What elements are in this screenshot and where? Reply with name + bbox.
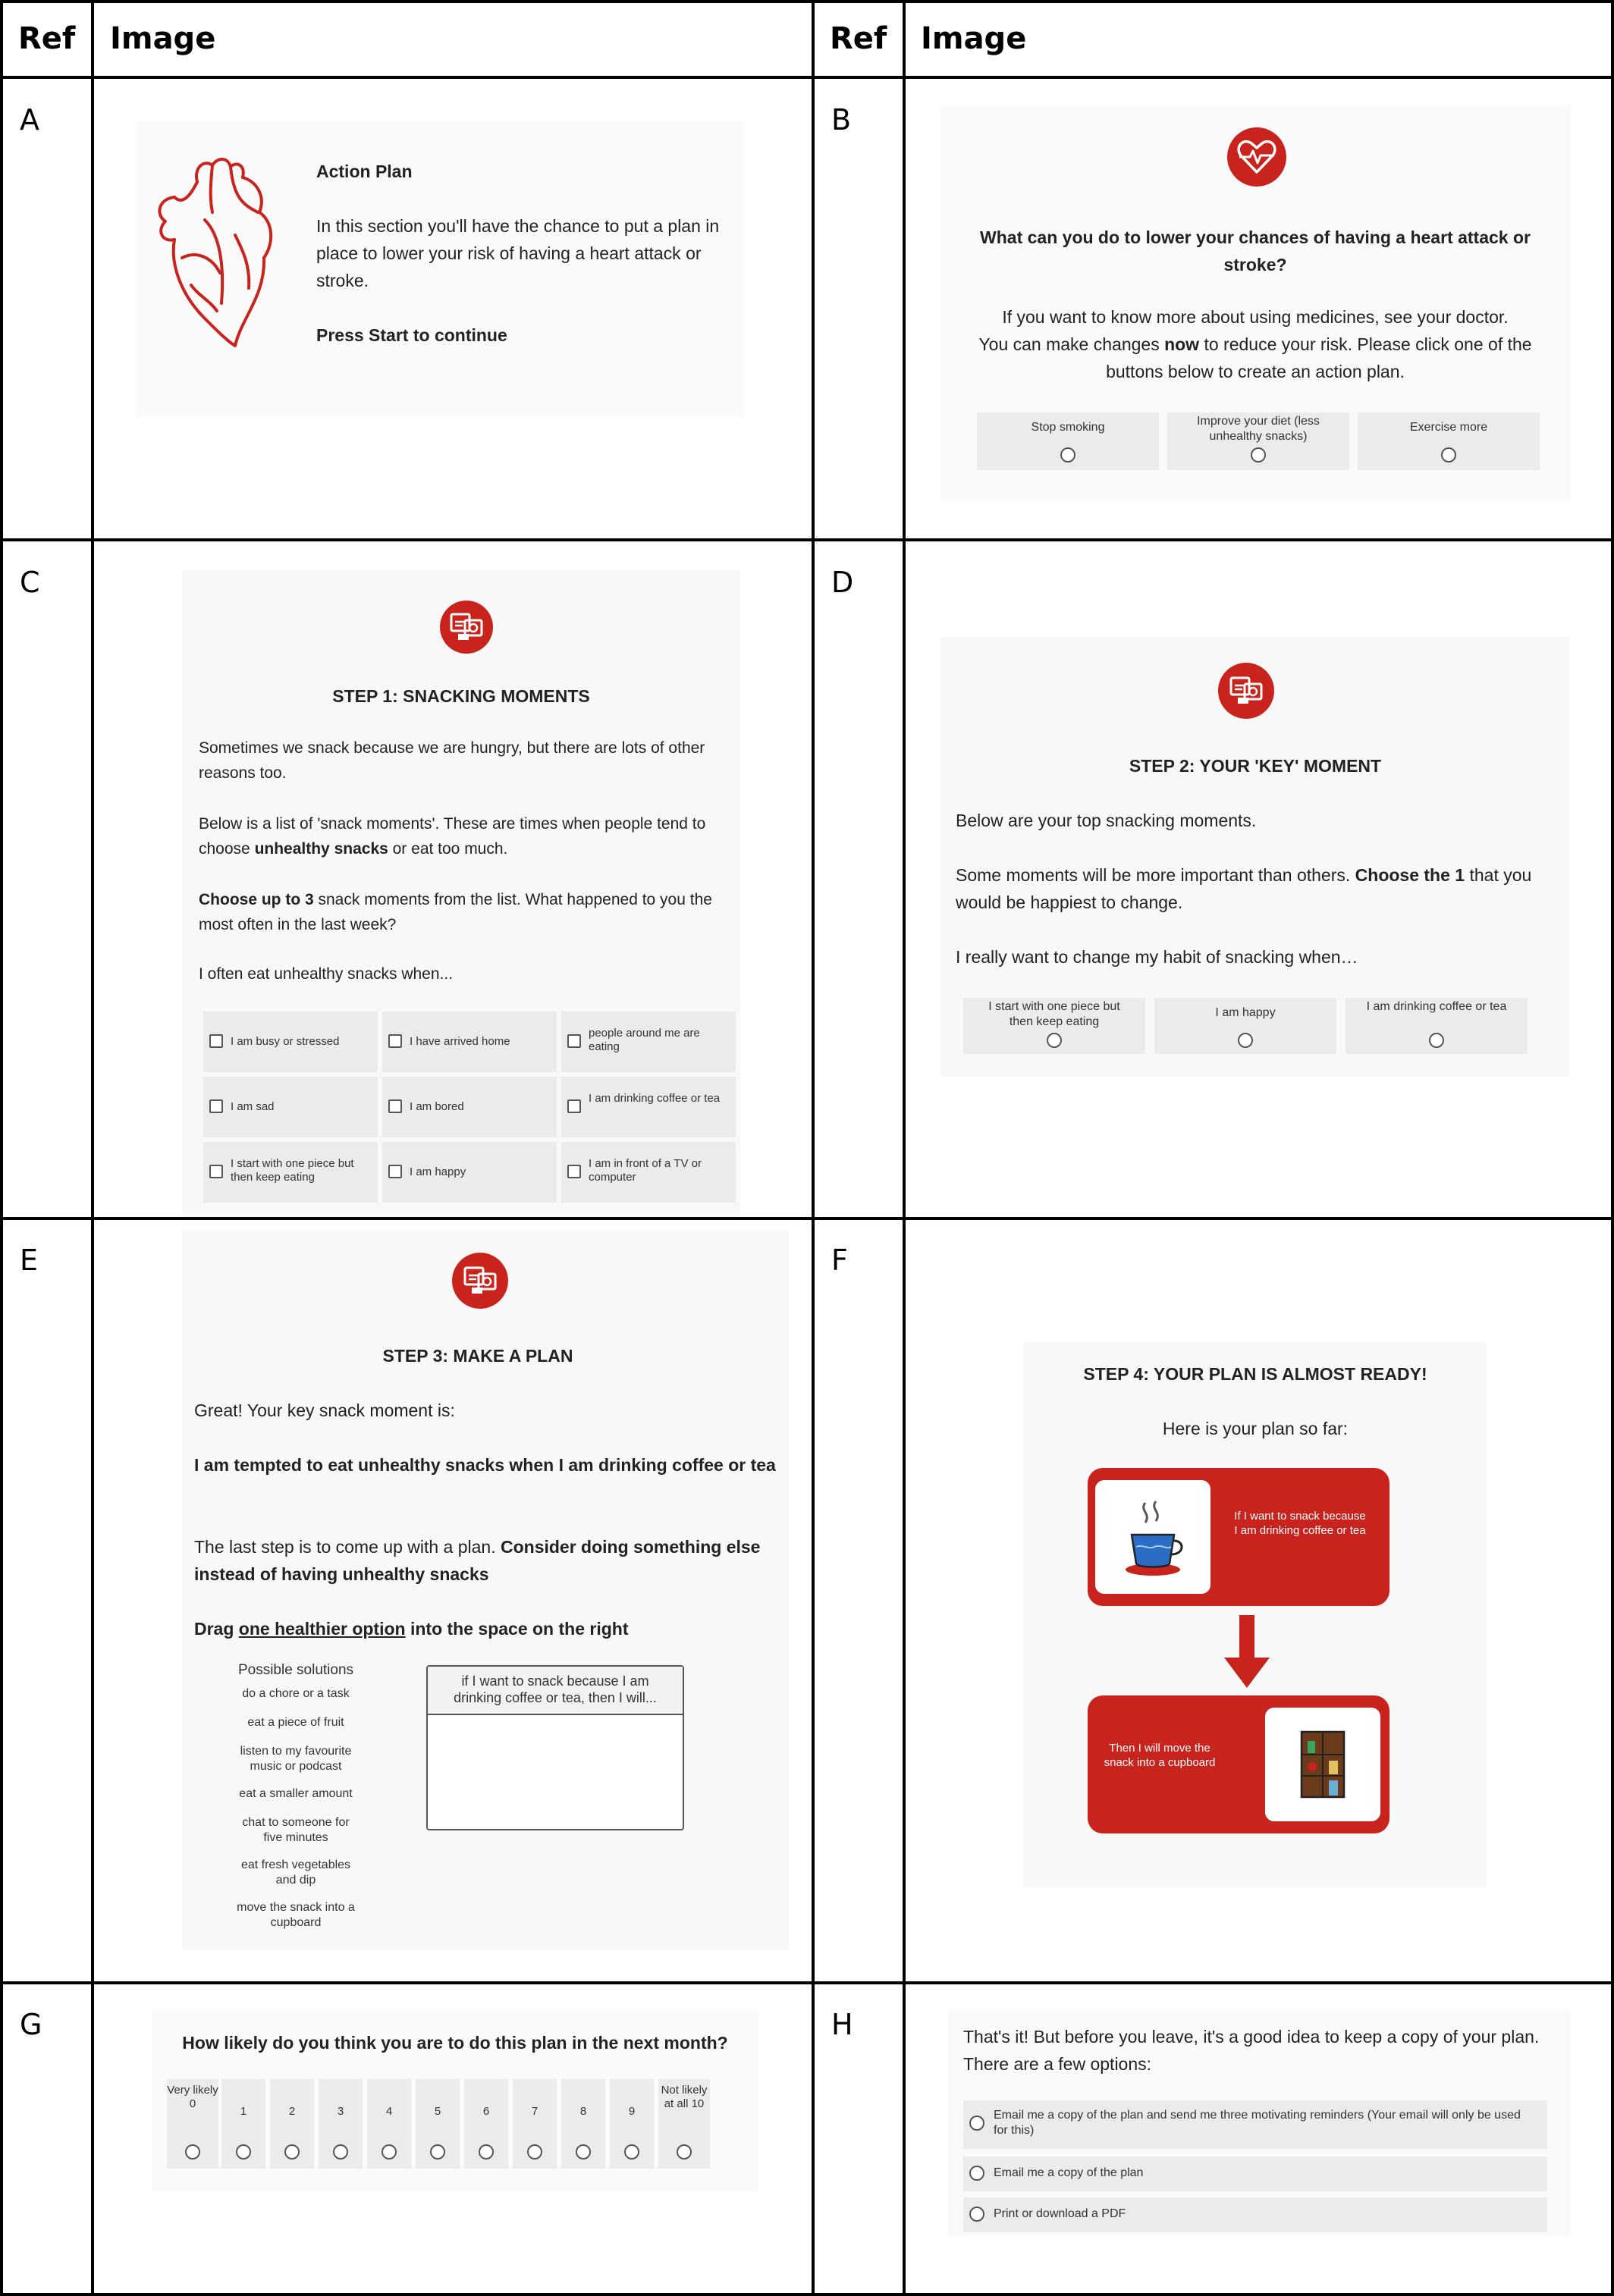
draggable-solution[interactable]: eat fresh vegetables and dip bbox=[240, 1858, 351, 1887]
panel-f-subtitle: Here is your plan so far: bbox=[1162, 1419, 1349, 1438]
ref-header: Ref bbox=[18, 21, 76, 56]
panel-b-choose-action bbox=[940, 106, 1570, 500]
ref-label: B bbox=[831, 103, 852, 136]
panel-f-title: STEP 4: YOUR PLAN IS ALMOST READY! bbox=[1083, 1364, 1427, 1384]
then-text: Then I will move the snack into a cupboard bbox=[1104, 1742, 1216, 1769]
coffee-cup-icon bbox=[1095, 1480, 1210, 1594]
panel-d-paragraph: Below are your top snacking moments. bbox=[956, 811, 1257, 830]
panel-a-action-plan bbox=[137, 121, 743, 417]
likelihood-option[interactable]: Not likely at all 10 bbox=[658, 2079, 710, 2169]
radio-button[interactable] bbox=[236, 2144, 251, 2160]
radio-button[interactable] bbox=[1429, 1033, 1444, 1048]
cupboard-icon bbox=[1265, 1708, 1380, 1821]
radio-button[interactable] bbox=[969, 2166, 984, 2181]
checkbox[interactable] bbox=[567, 1099, 581, 1113]
if-text: If I want to snack because I am drinking coffee or tea bbox=[1234, 1510, 1366, 1537]
panel-a-cta: Press Start to continue bbox=[316, 325, 507, 345]
option-exercise-more[interactable]: Exercise more bbox=[1358, 412, 1540, 470]
ref-label: F bbox=[831, 1244, 848, 1277]
draggable-solution[interactable]: do a chore or a task bbox=[242, 1687, 350, 1700]
table-divider-col1 bbox=[91, 0, 94, 2296]
panel-c-paragraph: Below is a list of 'snack moments'. These are times when people tend to choose unhealthy snacks or eat too much. bbox=[199, 815, 706, 858]
panel-b-medicine-note: If you want to know more about using medicines, see your doctor. bbox=[1002, 307, 1509, 327]
checkbox-option[interactable]: people around me are eating bbox=[561, 1012, 736, 1072]
checkbox-option[interactable]: I am sad bbox=[203, 1077, 378, 1137]
dropzone-header: if I want to snack because I am drinking coffee or tea, then I will... bbox=[428, 1667, 683, 1715]
radio-button[interactable] bbox=[677, 2144, 692, 2160]
table-divider-header bbox=[0, 76, 1614, 79]
arrow-down-icon bbox=[1224, 1615, 1270, 1695]
radio-button[interactable] bbox=[284, 2144, 300, 2160]
ref-label: C bbox=[20, 566, 40, 599]
checkbox-option[interactable]: I have arrived home bbox=[382, 1012, 557, 1072]
panel-c-title: STEP 1: SNACKING MOMENTS bbox=[332, 686, 590, 706]
heart-pulse-icon bbox=[1227, 127, 1286, 187]
table-divider-row2 bbox=[0, 1217, 1614, 1220]
radio-button[interactable] bbox=[382, 2144, 397, 2160]
panel-d-key-moment bbox=[940, 637, 1570, 1077]
option-improve-diet[interactable]: Improve your diet (less unhealthy snacks) bbox=[1167, 412, 1349, 470]
snack-screen-icon bbox=[440, 601, 493, 654]
draggable-solution[interactable]: chat to someone for five minutes bbox=[242, 1816, 350, 1844]
panel-e-title: STEP 3: MAKE A PLAN bbox=[382, 1346, 573, 1366]
if-card bbox=[1088, 1468, 1389, 1606]
panel-c-prompt: I often eat unhealthy snacks when... bbox=[199, 965, 454, 983]
copy-option-pdf[interactable]: Print or download a PDF bbox=[963, 2197, 1547, 2232]
table-divider-row3 bbox=[0, 1981, 1614, 1984]
snack-screen-icon bbox=[1218, 663, 1274, 719]
panel-e-key-moment: I am tempted to eat unhealthy snacks when I am drinking coffee or tea bbox=[194, 1455, 776, 1475]
option-stop-smoking[interactable]: Stop smoking bbox=[977, 412, 1159, 470]
radio-button[interactable] bbox=[185, 2144, 200, 2160]
panel-c-paragraph: Sometimes we snack because we are hungry, but there are lots of other reasons too. bbox=[199, 739, 705, 782]
checkbox[interactable] bbox=[388, 1034, 402, 1048]
radio-option[interactable]: I start with one piece but then keep eating bbox=[963, 998, 1145, 1054]
checkbox[interactable] bbox=[209, 1165, 223, 1178]
panel-h-intro: That's it! But before you leave, it's a good idea to keep a copy of your plan. There are a few options: bbox=[963, 2027, 1540, 2074]
table-border-bottom bbox=[0, 2293, 1614, 2296]
checkbox[interactable] bbox=[209, 1099, 223, 1113]
checkbox-option[interactable]: I am drinking coffee or tea bbox=[561, 1077, 736, 1137]
likelihood-option[interactable]: Very likely 0 bbox=[167, 2079, 218, 2169]
likelihood-option[interactable]: 8 bbox=[561, 2079, 605, 2169]
radio-button[interactable] bbox=[1251, 447, 1266, 463]
anatomical-heart-icon bbox=[152, 152, 281, 349]
radio-button[interactable] bbox=[1441, 447, 1456, 463]
checkbox-option[interactable]: I am bored bbox=[382, 1077, 557, 1137]
then-card bbox=[1088, 1695, 1389, 1833]
table-border-right bbox=[1611, 0, 1614, 2296]
draggable-solution[interactable]: move the snack into a cupboard bbox=[237, 1901, 355, 1929]
panel-c-paragraph: Choose up to 3 snack moments from the list. What happened to you the most often in the last week? bbox=[199, 891, 712, 933]
copy-option-email-reminders[interactable]: Email me a copy of the plan and send me three motivating reminders (Your email will only be used for this) bbox=[963, 2100, 1547, 2149]
ref-label: H bbox=[831, 2008, 853, 2041]
panel-b-instructions: You can make changes now to reduce your risk. Please click one of the buttons below to create an action plan. bbox=[978, 334, 1532, 381]
snack-screen-icon bbox=[452, 1253, 508, 1309]
checkbox-option[interactable]: I start with one piece but then keep eating bbox=[203, 1142, 378, 1203]
image-header: Image bbox=[110, 21, 216, 56]
panel-e-paragraph: Great! Your key snack moment is: bbox=[194, 1400, 455, 1420]
draggable-solution[interactable]: eat a smaller amount bbox=[239, 1787, 353, 1800]
radio-button[interactable] bbox=[333, 2144, 348, 2160]
radio-button[interactable] bbox=[430, 2144, 445, 2160]
radio-button[interactable] bbox=[1238, 1033, 1253, 1048]
panel-d-prompt: I really want to change my habit of snacking when… bbox=[956, 947, 1358, 967]
solutions-list bbox=[197, 1662, 394, 1943]
ref-label: G bbox=[20, 2008, 42, 2041]
likelihood-option[interactable]: 5 bbox=[416, 2079, 460, 2169]
ref-header: Ref bbox=[830, 21, 887, 56]
checkbox[interactable] bbox=[388, 1165, 402, 1178]
panel-f-plan-ready bbox=[1024, 1342, 1487, 1888]
likelihood-option[interactable]: 1 bbox=[221, 2079, 265, 2169]
ref-label: D bbox=[831, 566, 854, 599]
likelihood-scale bbox=[167, 2079, 743, 2170]
panel-b-question: What can you do to lower your chances of having a heart attack or stroke? bbox=[980, 227, 1531, 274]
likelihood-option[interactable]: 7 bbox=[513, 2079, 557, 2169]
likelihood-option[interactable]: 6 bbox=[464, 2079, 508, 2169]
panel-h-keep-copy bbox=[948, 2009, 1570, 2237]
checkbox[interactable] bbox=[209, 1034, 223, 1048]
solutions-title: Possible solutions bbox=[237, 1662, 354, 1678]
checkbox-option[interactable]: I am in front of a TV or computer bbox=[561, 1142, 736, 1203]
likelihood-option[interactable]: 4 bbox=[367, 2079, 411, 2169]
table-border-top bbox=[0, 0, 1614, 3]
table-divider-col3 bbox=[903, 0, 906, 2296]
image-header: Image bbox=[921, 21, 1027, 56]
radio-button[interactable] bbox=[1047, 1033, 1062, 1048]
radio-button[interactable] bbox=[624, 2144, 639, 2160]
checkbox-option[interactable]: I am happy bbox=[382, 1142, 557, 1203]
panel-a-title: Action Plan bbox=[316, 162, 413, 181]
table-divider-row1 bbox=[0, 538, 1614, 541]
radio-button[interactable] bbox=[1060, 447, 1075, 463]
draggable-solution[interactable]: listen to my favourite music or podcast bbox=[240, 1745, 352, 1773]
panel-e-drag-instruction: Drag one healthier option into the space on the right bbox=[194, 1619, 629, 1639]
radio-option[interactable]: I am happy bbox=[1154, 998, 1336, 1054]
panel-g-likelihood bbox=[152, 2009, 758, 2191]
copy-option-email[interactable]: Email me a copy of the plan bbox=[963, 2156, 1547, 2191]
radio-button[interactable] bbox=[576, 2144, 591, 2160]
ref-label: A bbox=[20, 103, 39, 136]
panel-g-question: How likely do you think you are to do this plan in the next month? bbox=[182, 2033, 728, 2053]
panel-d-paragraph: Some moments will be more important than others. Choose the 1 that you would be happiest to change. bbox=[956, 865, 1532, 912]
plan-dropzone[interactable] bbox=[426, 1665, 684, 1830]
radio-button[interactable] bbox=[969, 2207, 984, 2222]
ref-label: E bbox=[20, 1244, 39, 1277]
panel-e-make-plan bbox=[182, 1230, 789, 1950]
panel-a-body: In this section you'll have the chance to put a plan in place to lower your risk of having a heart attack or stroke. bbox=[316, 216, 720, 290]
radio-button[interactable] bbox=[479, 2144, 494, 2160]
likelihood-option[interactable]: 9 bbox=[610, 2079, 654, 2169]
likelihood-option[interactable]: 2 bbox=[270, 2079, 314, 2169]
panel-d-title: STEP 2: YOUR 'KEY' MOMENT bbox=[1129, 756, 1382, 776]
likelihood-option[interactable]: 3 bbox=[319, 2079, 363, 2169]
radio-button[interactable] bbox=[527, 2144, 542, 2160]
checkbox-option[interactable]: I am busy or stressed bbox=[203, 1012, 378, 1072]
radio-button[interactable] bbox=[969, 2116, 984, 2131]
panel-c-snacking-moments bbox=[182, 570, 740, 1215]
checkbox[interactable] bbox=[388, 1099, 402, 1113]
table-divider-col2 bbox=[812, 0, 815, 2296]
draggable-solution[interactable]: eat a piece of fruit bbox=[247, 1716, 344, 1729]
radio-option[interactable]: I am drinking coffee or tea bbox=[1346, 998, 1528, 1054]
panel-e-paragraph: The last step is to come up with a plan. Consider doing something else instead of having unhealthy snacks bbox=[194, 1537, 761, 1584]
checkbox[interactable] bbox=[567, 1034, 581, 1048]
table-border-left bbox=[0, 0, 3, 2296]
checkbox[interactable] bbox=[567, 1165, 581, 1178]
